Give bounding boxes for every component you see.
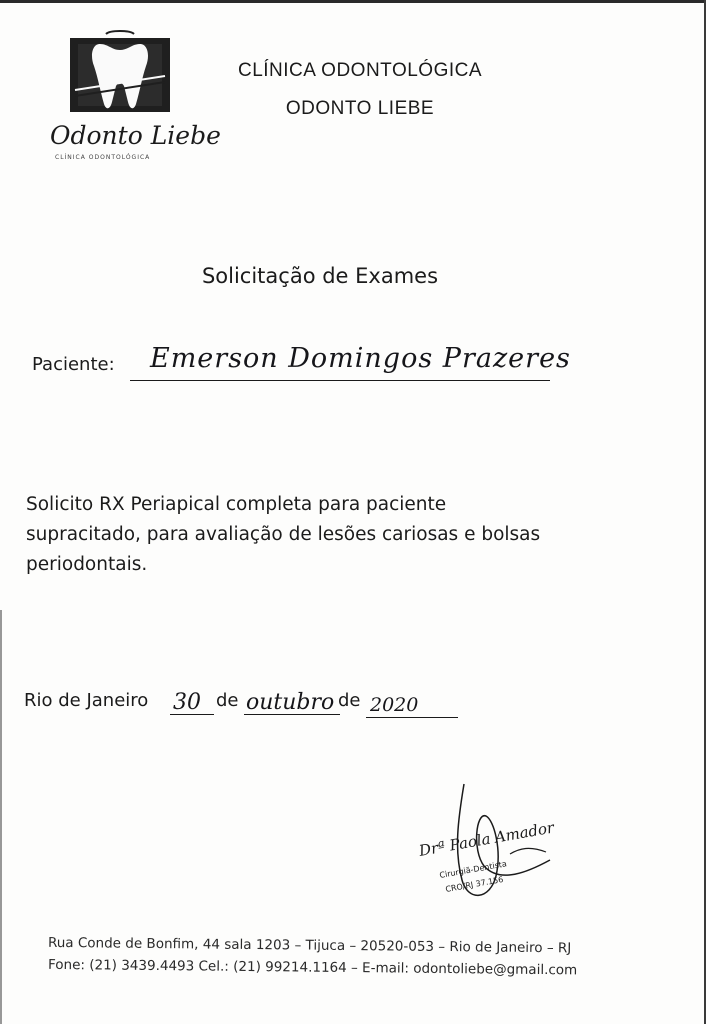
dentist-signature-stamp	[410, 780, 590, 910]
date-de: de	[338, 690, 361, 711]
date-year: 2020	[370, 694, 419, 716]
clinic-name-line2: ODONTO LIEBE	[285, 98, 435, 119]
request-text	[26, 490, 606, 580]
logo-subtext: CLÍNICA ODONTOLÓGICA	[55, 154, 151, 161]
svg-text:Cirurgiã-Dentista: Cirurgiã-Dentista	[438, 859, 508, 880]
patient-label: Paciente:	[32, 354, 115, 375]
request-line: supracitado, para avaliação de lesões cariosas e bolsas	[26, 524, 541, 545]
page-edge	[0, 0, 706, 3]
year-underline	[366, 717, 458, 718]
date-month: outubro	[246, 690, 335, 715]
svg-text:CRO/RJ 37.156: CRO/RJ 37.156	[444, 874, 505, 894]
clinic-name-line1: CLÍNICA ODONTOLÓGICA	[237, 60, 483, 81]
page-edge	[0, 610, 2, 1024]
request-line: Solicito RX Periapical completa para paciente	[26, 494, 447, 515]
svg-text:Drª Paola Amador: Drª Paola Amador	[417, 818, 556, 860]
date-city: Rio de Janeiro	[24, 690, 149, 711]
tooth-logo-icon	[70, 30, 170, 120]
svg-text:Odonto Liebe: Odonto Liebe	[50, 121, 221, 150]
footer-contact: Fone: (21) 3439.4493 Cel.: (21) 99214.1164 – E-mail: odontoliebe@gmail.com	[47, 956, 578, 979]
footer-address: Rua Conde de Bonfim, 44 sala 1203 – Tijuca – 20520-053 – Rio de Janeiro – RJ	[47, 934, 572, 957]
logo-wordmark	[48, 116, 221, 156]
document-title: Solicitação de Exames	[201, 264, 439, 288]
patient-name: Emerson Domingos Prazeres	[150, 343, 571, 374]
date-day: 30	[173, 690, 201, 715]
request-line: periodontais.	[26, 554, 148, 575]
date-de: de	[216, 690, 239, 711]
patient-underline	[130, 380, 550, 381]
